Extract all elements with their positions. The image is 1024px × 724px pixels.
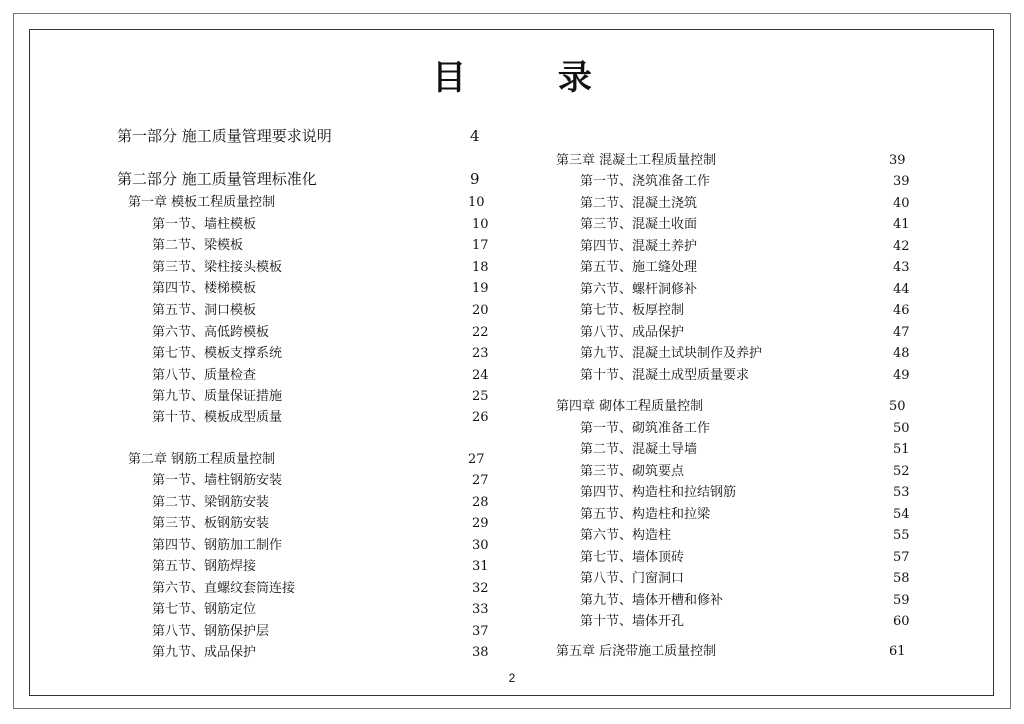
toc-entry-label: 第一节、墙柱模板: [152, 217, 257, 232]
toc-entry-label: 第四章 砌体工程质量控制: [556, 399, 704, 414]
toc-section-row: [580, 367, 917, 387]
toc-entry-page: 17: [472, 238, 489, 253]
toc-entry-label: 第十节、模板成型质量: [152, 410, 283, 425]
toc-entry-page: 48: [893, 346, 910, 361]
toc-entry-page: 40: [893, 196, 910, 211]
toc-entry-page: 50: [889, 399, 906, 414]
toc-entry-label: 第七节、模板支撑系统: [152, 346, 283, 361]
toc-entry-page: 10: [468, 195, 485, 210]
toc-section-row: [152, 623, 496, 643]
toc-entry-label: 第一节、浇筑准备工作: [580, 174, 711, 189]
toc-entry-label: 第三节、板钢筋安装: [152, 516, 270, 531]
toc-section-row: [152, 388, 496, 408]
toc-entry-page: 27: [472, 473, 489, 488]
toc-section-row: [152, 580, 496, 600]
toc-section-row: [580, 484, 917, 504]
toc-entry-page: 37: [472, 624, 489, 639]
toc-section-row: [580, 420, 917, 440]
toc-chapter-row: [556, 398, 913, 418]
toc-entry-label: 第七节、墙体顶砖: [580, 550, 685, 565]
toc-entry-label: 第六节、直螺纹套筒连接: [152, 581, 296, 596]
toc-entry-page: 30: [472, 538, 489, 553]
toc-entry-label: 第八节、钢筋保护层: [152, 624, 270, 639]
toc-entry-label: 第六节、高低跨模板: [152, 325, 270, 340]
toc-chapter-row: [128, 194, 492, 214]
toc-entry-label: 第三节、混凝土收面: [580, 217, 698, 232]
toc-entry-page: 25: [472, 389, 489, 404]
toc-entry-label: 第九节、混凝土试块制作及养护: [580, 346, 763, 361]
toc-section-row: [580, 345, 917, 365]
toc-part-row: [117, 127, 494, 147]
toc-section-row: [580, 592, 917, 612]
toc-section-row: [580, 549, 917, 569]
toc-entry-page: 18: [472, 260, 489, 275]
toc-section-row: [152, 280, 496, 300]
toc-entry-label: 第四节、构造柱和拉结钢筋: [580, 485, 737, 500]
toc-entry-label: 第一章 模板工程质量控制: [128, 195, 276, 210]
toc-entry-label: 第六节、螺杆洞修补: [580, 282, 698, 297]
toc-section-row: [580, 506, 917, 526]
toc-section-row: [152, 324, 496, 344]
toc-section-row: [152, 537, 496, 557]
toc-entry-label: 第三节、梁柱接头模板: [152, 260, 283, 275]
toc-entry-label: 第九节、墙体开槽和修补: [580, 593, 724, 608]
toc-section-row: [580, 441, 917, 461]
toc-section-row: [152, 259, 496, 279]
toc-entry-label: 第十节、墙体开孔: [580, 614, 685, 629]
toc-entry-label: 第二章 钢筋工程质量控制: [128, 452, 276, 467]
toc-entry-page: 24: [472, 368, 489, 383]
toc-section-row: [152, 472, 496, 492]
toc-section-row: [580, 324, 917, 344]
toc-entry-page: 28: [472, 495, 489, 510]
toc-section-row: [580, 302, 917, 322]
toc-section-row: [152, 409, 496, 429]
toc-entry-label: 第二节、梁模板: [152, 238, 244, 253]
toc-entry-page: 55: [893, 528, 910, 543]
toc-entry-page: 9: [470, 170, 480, 188]
toc-section-row: [580, 259, 917, 279]
toc-entry-page: 31: [472, 559, 489, 574]
toc-section-row: [580, 613, 917, 633]
toc-section-row: [152, 216, 496, 236]
toc-entry-page: 4: [470, 127, 480, 145]
toc-entry-label: 第七节、板厚控制: [580, 303, 685, 318]
toc-entry-label: 第五章 后浇带施工质量控制: [556, 644, 717, 659]
toc-entry-page: 53: [893, 485, 910, 500]
toc-entry-label: 第七节、钢筋定位: [152, 602, 257, 617]
toc-entry-page: 33: [472, 602, 489, 617]
toc-entry-label: 第三章 混凝土工程质量控制: [556, 153, 717, 168]
toc-section-row: [152, 302, 496, 322]
toc-entry-label: 第一节、墙柱钢筋安装: [152, 473, 283, 488]
toc-entry-label: 第八节、成品保护: [580, 325, 685, 340]
toc-entry-page: 27: [468, 452, 485, 467]
toc-section-row: [152, 558, 496, 578]
toc-entry-page: 60: [893, 614, 910, 629]
toc-entry-page: 39: [889, 153, 906, 168]
toc-section-row: [152, 237, 496, 257]
toc-section-row: [580, 216, 917, 236]
toc-section-row: [580, 570, 917, 590]
toc-entry-label: 第四节、楼梯模板: [152, 281, 257, 296]
toc-entry-label: 第六节、构造柱: [580, 528, 672, 543]
toc-entry-page: 20: [472, 303, 489, 318]
toc-entry-page: 42: [893, 239, 910, 254]
page-number: 2: [508, 671, 516, 685]
toc-entry-label: 第二节、梁钢筋安装: [152, 495, 270, 510]
toc-part-row: [117, 170, 494, 190]
toc-entry-page: 41: [893, 217, 910, 232]
toc-section-row: [152, 601, 496, 621]
toc-entry-page: 10: [472, 217, 489, 232]
toc-chapter-row: [556, 152, 913, 172]
toc-entry-page: 43: [893, 260, 910, 275]
toc-entry-label: 第二部分 施工质量管理标准化: [117, 170, 317, 188]
toc-entry-page: 59: [893, 593, 910, 608]
toc-section-row: [580, 527, 917, 547]
toc-entry-label: 第九节、质量保证措施: [152, 389, 283, 404]
toc-entry-label: 第一节、砌筑准备工作: [580, 421, 711, 436]
toc-chapter-row: [556, 643, 913, 663]
toc-entry-label: 第四节、钢筋加工制作: [152, 538, 283, 553]
toc-entry-label: 第二节、混凝土浇筑: [580, 196, 698, 211]
toc-entry-label: 第八节、门窗洞口: [580, 571, 685, 586]
toc-chapter-row: [128, 451, 492, 471]
toc-entry-page: 32: [472, 581, 489, 596]
toc-entry-label: 第三节、砌筑要点: [580, 464, 685, 479]
toc-section-row: [580, 238, 917, 258]
toc-entry-page: 52: [893, 464, 910, 479]
toc-entry-label: 第五节、洞口模板: [152, 303, 257, 318]
toc-entry-page: 46: [893, 303, 910, 318]
toc-section-row: [152, 367, 496, 387]
toc-section-row: [152, 494, 496, 514]
toc-entry-page: 49: [893, 368, 910, 383]
toc-entry-page: 23: [472, 346, 489, 361]
toc-entry-label: 第一部分 施工质量管理要求说明: [117, 127, 332, 145]
toc-entry-page: 57: [893, 550, 910, 565]
toc-entry-page: 47: [893, 325, 910, 340]
toc-entry-page: 61: [889, 644, 906, 659]
toc-entry-page: 38: [472, 645, 489, 660]
toc-entry-page: 29: [472, 516, 489, 531]
toc-section-row: [580, 281, 917, 301]
toc-entry-label: 第九节、成品保护: [152, 645, 257, 660]
toc-entry-page: 19: [472, 281, 489, 296]
toc-entry-page: 44: [893, 282, 910, 297]
toc-entry-page: 58: [893, 571, 910, 586]
page-title: 目 录: [432, 58, 632, 98]
toc-entry-page: 54: [893, 507, 910, 522]
toc-section-row: [580, 463, 917, 483]
toc-entry-page: 22: [472, 325, 489, 340]
toc-section-row: [152, 515, 496, 535]
toc-entry-label: 第五节、施工缝处理: [580, 260, 698, 275]
toc-entry-label: 第五节、钢筋焊接: [152, 559, 257, 574]
toc-section-row: [152, 644, 496, 664]
toc-entry-label: 第四节、混凝土养护: [580, 239, 698, 254]
toc-section-row: [152, 345, 496, 365]
toc-entry-label: 第二节、混凝土导墙: [580, 442, 698, 457]
toc-section-row: [580, 195, 917, 215]
toc-entry-page: 51: [893, 442, 910, 457]
toc-entry-label: 第八节、质量检查: [152, 368, 257, 383]
toc-entry-label: 第五节、构造柱和拉梁: [580, 507, 711, 522]
toc-section-row: [580, 173, 917, 193]
toc-entry-label: 第十节、混凝土成型质量要求: [580, 368, 750, 383]
toc-entry-page: 39: [893, 174, 910, 189]
toc-entry-page: 50: [893, 421, 910, 436]
toc-entry-page: 26: [472, 410, 489, 425]
